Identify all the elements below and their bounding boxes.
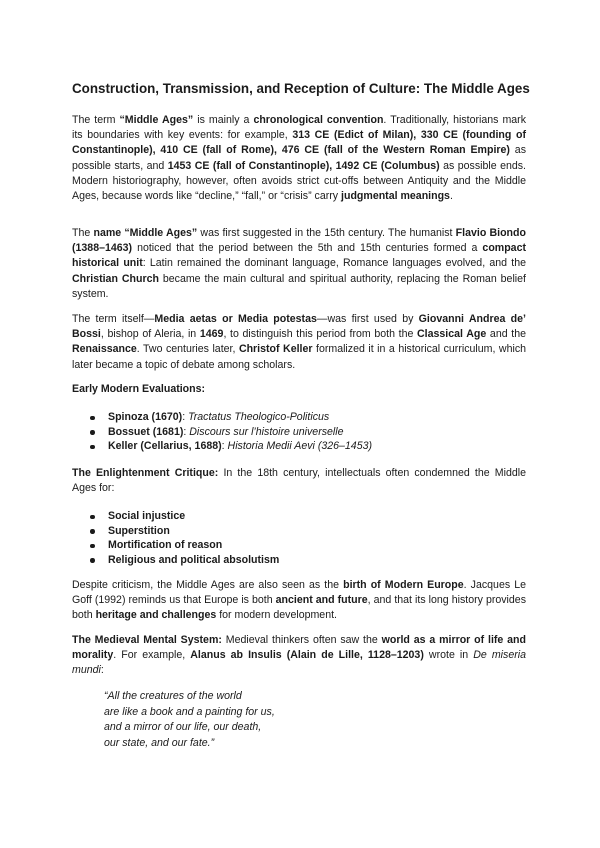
text-run: , and that its long history provides both	[72, 594, 526, 622]
work-title: Discours sur l’histoire universelle	[189, 425, 344, 438]
bold-term: Flavio Biondo (1388–1463)	[72, 227, 526, 255]
text-run: . For example,	[113, 649, 191, 662]
paragraph-modern-europe	[72, 578, 526, 624]
text-run: . Two centuries later,	[136, 343, 239, 356]
text-run: formalized it in a historical curriculum, which later became a topic of debate among scholars.	[72, 343, 527, 371]
author-year: Keller (Cellarius, 1688)	[108, 440, 222, 453]
text-run: .	[449, 190, 453, 203]
text-run: : Latin remained the dominant language, Romance languages evolved, and the	[142, 257, 526, 270]
text-run: —was first used by	[316, 313, 419, 325]
quote-line: and a mirror of our life, our death,	[104, 721, 262, 734]
bold-term: Giovanni Andrea de’ Bossi	[72, 313, 526, 341]
bold-term: Christof Keller	[238, 343, 313, 356]
text-run: The term	[72, 114, 120, 126]
bold-term: heritage and challenges	[95, 609, 217, 622]
paragraph-mental-system	[72, 633, 526, 679]
text-run: wrote in	[423, 649, 474, 662]
bold-term: chronological convention	[253, 114, 384, 126]
list-item: Social injustice	[72, 509, 526, 524]
separator: :	[183, 425, 190, 438]
bold-term: compact historical unit	[72, 242, 526, 270]
bold-term: Media aetas or Media potestas	[154, 313, 317, 325]
paragraph-name-origin	[72, 226, 526, 302]
text-run: as possible ends. Modern historiography, however, often avoids strict cut-offs between Antiquity and the Middle Ages, because words like “decline,” “fall,” or “crisis” carry	[72, 159, 527, 203]
bold-term: The Medieval Mental System:	[72, 634, 222, 646]
bold-term: ancient and future	[275, 594, 368, 607]
text-run: was first suggested in the 15th century. The humanist	[197, 227, 456, 239]
text-run: Despite criticism, the Middle Ages are also seen as the	[72, 579, 344, 591]
list-item	[72, 439, 526, 454]
bold-term: 1453 CE (fall of Constantinople), 1492 CE (Columbus)	[167, 159, 440, 172]
work-title: Historia Medii Aevi (326–1453)	[227, 440, 373, 453]
bold-term: birth of Modern Europe	[343, 579, 464, 591]
early-modern-list	[72, 410, 526, 454]
text-run: noticed that the period between the 5th and 15th centuries formed a	[132, 242, 483, 255]
critique-list	[72, 509, 526, 567]
work-title: De miseria mundi	[72, 649, 526, 677]
bold-term: Christian Church	[72, 272, 159, 285]
work-title: Tractatus Theologico-Politicus	[188, 411, 330, 423]
text-run: In the 18th century, intellectuals often condemned the Middle Ages for:	[72, 467, 527, 495]
list-item: Superstition	[72, 524, 526, 539]
bold-term: Alanus ab Insulis (Alain de Lille, 1128–1203)	[190, 649, 424, 662]
list-item: Mortification of reason	[72, 538, 526, 553]
bold-term: world as a mirror of life and morality	[72, 634, 526, 662]
text-run: The	[72, 227, 94, 239]
section-heading-early-modern: Early Modern Evaluations:	[72, 383, 206, 395]
text-run: The term itself—	[72, 313, 155, 325]
text-run: :	[100, 664, 104, 677]
bold-term: 1469	[199, 328, 224, 341]
text-run: , bishop of Aleria, in	[100, 328, 200, 341]
bold-term: name “Middle Ages”	[93, 227, 198, 239]
bold-term: 313 CE (Edict of Milan), 330 CE (founding of Constantinople), 410 CE (fall of Rome), 476 CE (fall of the Western Roman Empire)	[72, 129, 526, 157]
text-run: . Jacques Le Goff (1992) reminds us that Europe is both	[72, 579, 526, 607]
bold-term: judgmental meanings	[341, 190, 450, 203]
quote-line: “All the creatures of the world	[104, 690, 242, 702]
text-run: for modern development.	[216, 609, 337, 622]
paragraph-chronology	[72, 113, 526, 204]
text-run: Medieval thinkers often saw the	[221, 634, 382, 646]
paragraph-term-origin	[72, 312, 526, 373]
bold-term: “Middle Ages”	[119, 114, 194, 126]
quote-line: are like a book and a painting for us,	[104, 705, 275, 718]
text-run: as possible starts, and	[72, 144, 526, 172]
text-run: , to distinguish this period from both the	[223, 328, 418, 341]
quote-line: our state, and our fate.”	[104, 736, 215, 749]
paragraph-enlightenment	[72, 466, 526, 496]
text-run: and the	[486, 328, 526, 341]
bold-term: The Enlightenment Critique:	[72, 467, 219, 479]
separator: :	[221, 440, 228, 453]
bold-term: Renaissance	[72, 343, 137, 356]
bold-term: Classical Age	[417, 328, 487, 341]
page-title: Construction, Transmission, and Reception of Culture: The Middle Ages	[72, 81, 530, 96]
separator: :	[182, 411, 189, 423]
author-year: Spinoza (1670)	[108, 411, 183, 423]
list-item	[72, 425, 526, 440]
block-quote	[104, 689, 404, 751]
text-run: is mainly a	[193, 114, 254, 126]
text-run: . Traditionally, historians mark its boundaries with key events: for example,	[72, 114, 526, 142]
author-year: Bossuet (1681)	[108, 425, 184, 438]
list-item: Religious and political absolutism	[72, 553, 526, 568]
list-item	[72, 410, 526, 425]
text-run: became the main cultural and spiritual authority, replacing the Roman belief system.	[72, 272, 526, 300]
